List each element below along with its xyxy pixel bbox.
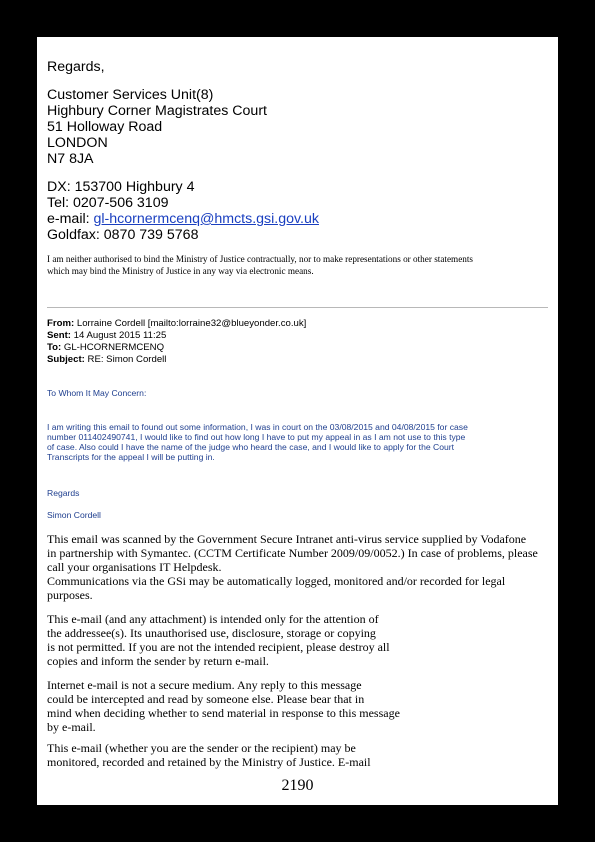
signature-regards: Regards, [47, 59, 105, 75]
message-closing: Regards [47, 488, 80, 498]
to-label: To: [47, 342, 62, 353]
to-value: GL-HCORNERMCENQ [61, 342, 165, 353]
signature-city: LONDON [47, 135, 108, 151]
message-body-line: I am writing this email to found out some information, I was in court on the 03/08/2015 and 04/08/2015 for case [47, 422, 468, 432]
from-value: Lorraine Cordell [mailto:lorraine32@blueyonder.co.uk] [74, 318, 307, 329]
from-label: From: [47, 318, 75, 329]
confidentiality-line: copies and inform the sender by return e-mail. [47, 654, 269, 668]
header-sent [47, 330, 166, 342]
confidentiality-line: the addressee(s). Its unauthorised use, disclosure, storage or copying [47, 626, 376, 640]
signature-goldfax: Goldfax: 0870 739 5768 [47, 227, 199, 243]
header-to [47, 342, 164, 354]
confidentiality-line: This e-mail (and any attachment) is intended only for the attention of [47, 612, 379, 626]
scan-notice-line: in partnership with Symantec. (CCTM Certificate Number 2009/09/0052.) In case of problems, please [47, 546, 538, 560]
page-number: 2190 [281, 777, 314, 794]
header-from [47, 318, 306, 330]
confidentiality-line: is not permitted. If you are not the intended recipient, please destroy all [47, 640, 390, 654]
signature-postcode: N7 8JA [47, 151, 94, 167]
message-body-line: Transcripts for the appeal I will be putting in. [47, 452, 215, 462]
scan-notice-line: purposes. [47, 588, 93, 602]
authority-disclaimer-line: which may bind the Ministry of Justice in any way via electronic means. [47, 266, 314, 276]
scan-notice-line: Communications via the GSi may be automatically logged, monitored and/or recorded for legal [47, 574, 506, 588]
sent-value: 14 August 2015 11:25 [70, 330, 167, 341]
scan-notice-line: call your organisations IT Helpdesk. [47, 560, 222, 574]
security-line: Internet e-mail is not a secure medium. Any reply to this message [47, 678, 362, 692]
authority-disclaimer-line: I am neither authorised to bind the Ministry of Justice contractually, nor to make representations or other statements [47, 254, 473, 264]
document-page [37, 37, 558, 805]
email-link[interactable]: gl-hcornermcenq@hmcts.gsi.gov.uk [93, 211, 319, 227]
signature-unit: Customer Services Unit(8) [47, 87, 214, 103]
security-line: could be intercepted and read by someone else. Please bear that in [47, 692, 365, 706]
header-subject [47, 354, 166, 366]
security-line: by e-mail. [47, 720, 96, 734]
signature-email-line [47, 211, 319, 227]
sent-label: Sent: [47, 330, 71, 341]
monitoring-line: monitored, recorded and retained by the Ministry of Justice. E-mail [47, 755, 371, 769]
email-label: e-mail: [47, 211, 94, 227]
message-body-line: of case. Also could I have the name of the judge who heard the case, and I would like to apply for the Court [47, 442, 455, 452]
signature-tel: Tel: 0207-506 3109 [47, 195, 169, 211]
message-sender-name: Simon Cordell [47, 510, 101, 520]
signature-dx: DX: 153700 Highbury 4 [47, 179, 195, 195]
subject-value: RE: Simon Cordell [84, 354, 167, 365]
signature-court: Highbury Corner Magistrates Court [47, 103, 267, 119]
message-body-line: number 011402490741, I would like to find out how long I have to put my appeal in as I am not use to this type [47, 432, 466, 442]
scan-notice-line: This email was scanned by the Government Secure Intranet anti-virus service supplied by Vodafone [47, 532, 527, 546]
monitoring-line: This e-mail (whether you are the sender or the recipient) may be [47, 741, 356, 755]
subject-label: Subject: [47, 354, 85, 365]
header-divider [47, 307, 548, 308]
message-greeting: To Whom It May Concern: [47, 388, 147, 398]
signature-street: 51 Holloway Road [47, 119, 163, 135]
security-line: mind when deciding whether to send material in response to this message [47, 706, 400, 720]
